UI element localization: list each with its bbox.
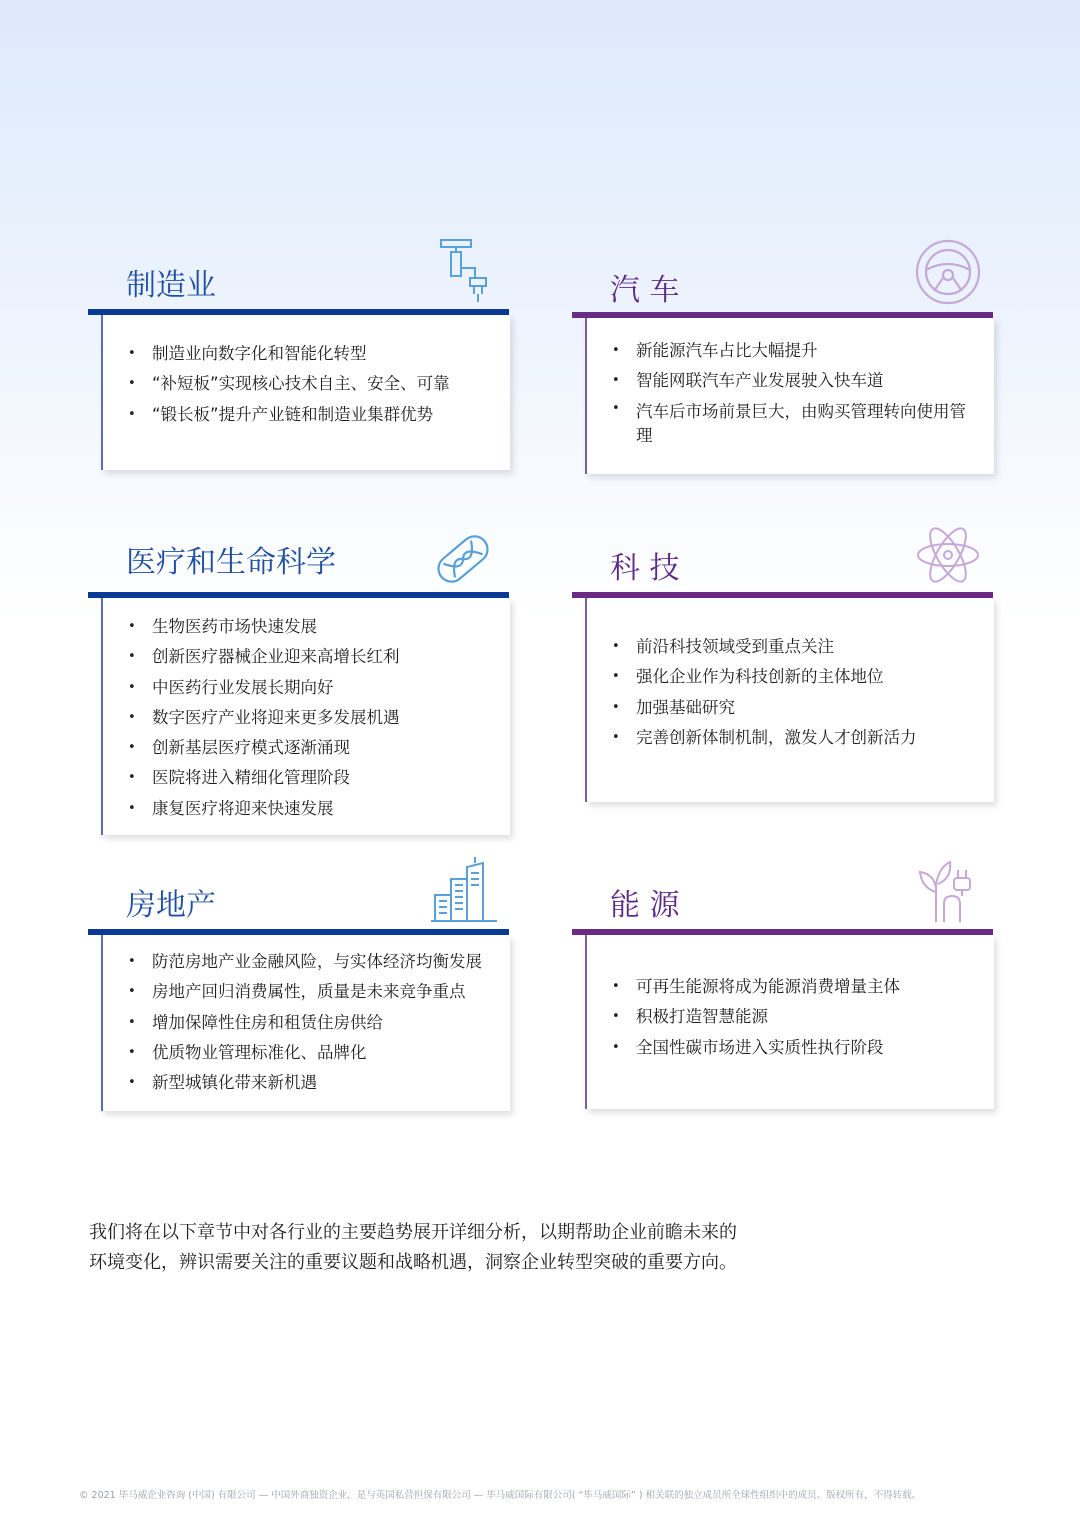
list-item: • 前沿科技领域受到重点关注 xyxy=(587,632,994,662)
list-item: • 新能源汽车占比大幅提升 xyxy=(587,336,994,366)
list-item: • 全国性碳市场进入实质性执行阶段 xyxy=(587,1033,994,1063)
list-item: • 强化企业作为科技创新的主体地位 xyxy=(587,662,994,692)
list-item: • 优质物业管理标准化、品牌化 xyxy=(103,1038,510,1068)
section-title: 科 技 xyxy=(610,551,680,586)
section-card xyxy=(585,935,994,1109)
section-title: 医疗和生命科学 xyxy=(126,545,336,580)
list-item: • 可再生能源将成为能源消费增量主体 xyxy=(587,972,994,1002)
atom-icon xyxy=(914,523,982,587)
list-item: • 制造业向数字化和智能化转型 xyxy=(103,339,510,369)
section-title: 房地产 xyxy=(126,888,216,923)
section-card xyxy=(101,598,510,835)
list-item: • 数字医疗产业将迎来更多发展机遇 xyxy=(103,703,510,733)
list-item: • 生物医药市场快速发展 xyxy=(103,612,510,642)
summary-line: 环境变化，辨识需要关注的重要议题和战略机遇，洞察企业转型突破的重要方向。 xyxy=(89,1252,737,1273)
section-card xyxy=(101,315,510,470)
section-real-estate xyxy=(88,855,528,1120)
list-item: • 房地产回归消费属性，质量是未来竞争重点 xyxy=(103,977,510,1007)
list-item: • 康复医疗将迎来快速发展 xyxy=(103,794,510,824)
list-item: • 新型城镇化带来新机遇 xyxy=(103,1068,510,1098)
plant-plug-icon xyxy=(914,858,980,924)
list-item: • 创新医疗器械企业迎来高增长红利 xyxy=(103,642,510,672)
list-item: • 创新基层医疗模式逐渐涌现 xyxy=(103,733,510,763)
summary-paragraph xyxy=(89,1218,849,1278)
list-item: • “补短板”实现核心技术自主、安全、可靠 xyxy=(103,369,510,399)
list-item: • 加强基础研究 xyxy=(587,693,994,723)
list-item: • 防范房地产业金融风险，与实体经济均衡发展 xyxy=(103,947,510,977)
section-healthcare xyxy=(88,525,528,845)
list-item: • 中医药行业发展长期向好 xyxy=(103,673,510,703)
steering-wheel-icon xyxy=(914,238,982,306)
dna-capsule-icon xyxy=(431,528,495,590)
section-manufacturing xyxy=(88,235,528,475)
list-item: • 医院将进入精细化管理阶段 xyxy=(103,763,510,793)
list-item: • 完善创新体制机制，激发人才创新活力 xyxy=(587,723,994,753)
section-card xyxy=(585,318,994,474)
robotic-arm-icon xyxy=(438,238,494,304)
section-card xyxy=(585,598,994,802)
list-item: • “锻长板”提升产业链和制造业集群优势 xyxy=(103,400,510,430)
section-energy xyxy=(572,855,1012,1120)
buildings-icon xyxy=(431,857,499,925)
list-item: • 智能网联汽车产业发展驶入快车道 xyxy=(587,366,994,396)
list-item: • 汽车后市场前景巨大，由购买管理转向使用管理 xyxy=(587,397,994,448)
section-title: 能 源 xyxy=(610,888,680,923)
list-item: • 增加保障性住房和租赁住房供给 xyxy=(103,1008,510,1038)
copyright-footer: © 2021 毕马威企业咨询 (中国) 有限公司 — 中国外商独资企业，是与英国私营担保有限公司 — 毕马威国际有限公司( “毕马威国际” ) 相关联的独立成员所全球性组织中的成员。版权所有，不得转载。 xyxy=(79,1490,922,1501)
section-technology xyxy=(572,520,1012,810)
section-title: 汽 车 xyxy=(610,273,680,308)
summary-line: 我们将在以下章节中对各行业的主要趋势展开详细分析，以期帮助企业前瞻未来的 xyxy=(89,1222,737,1243)
section-automotive xyxy=(572,235,1012,480)
section-title: 制造业 xyxy=(126,268,216,303)
list-item: • 积极打造智慧能源 xyxy=(587,1002,994,1032)
section-card xyxy=(101,935,510,1111)
